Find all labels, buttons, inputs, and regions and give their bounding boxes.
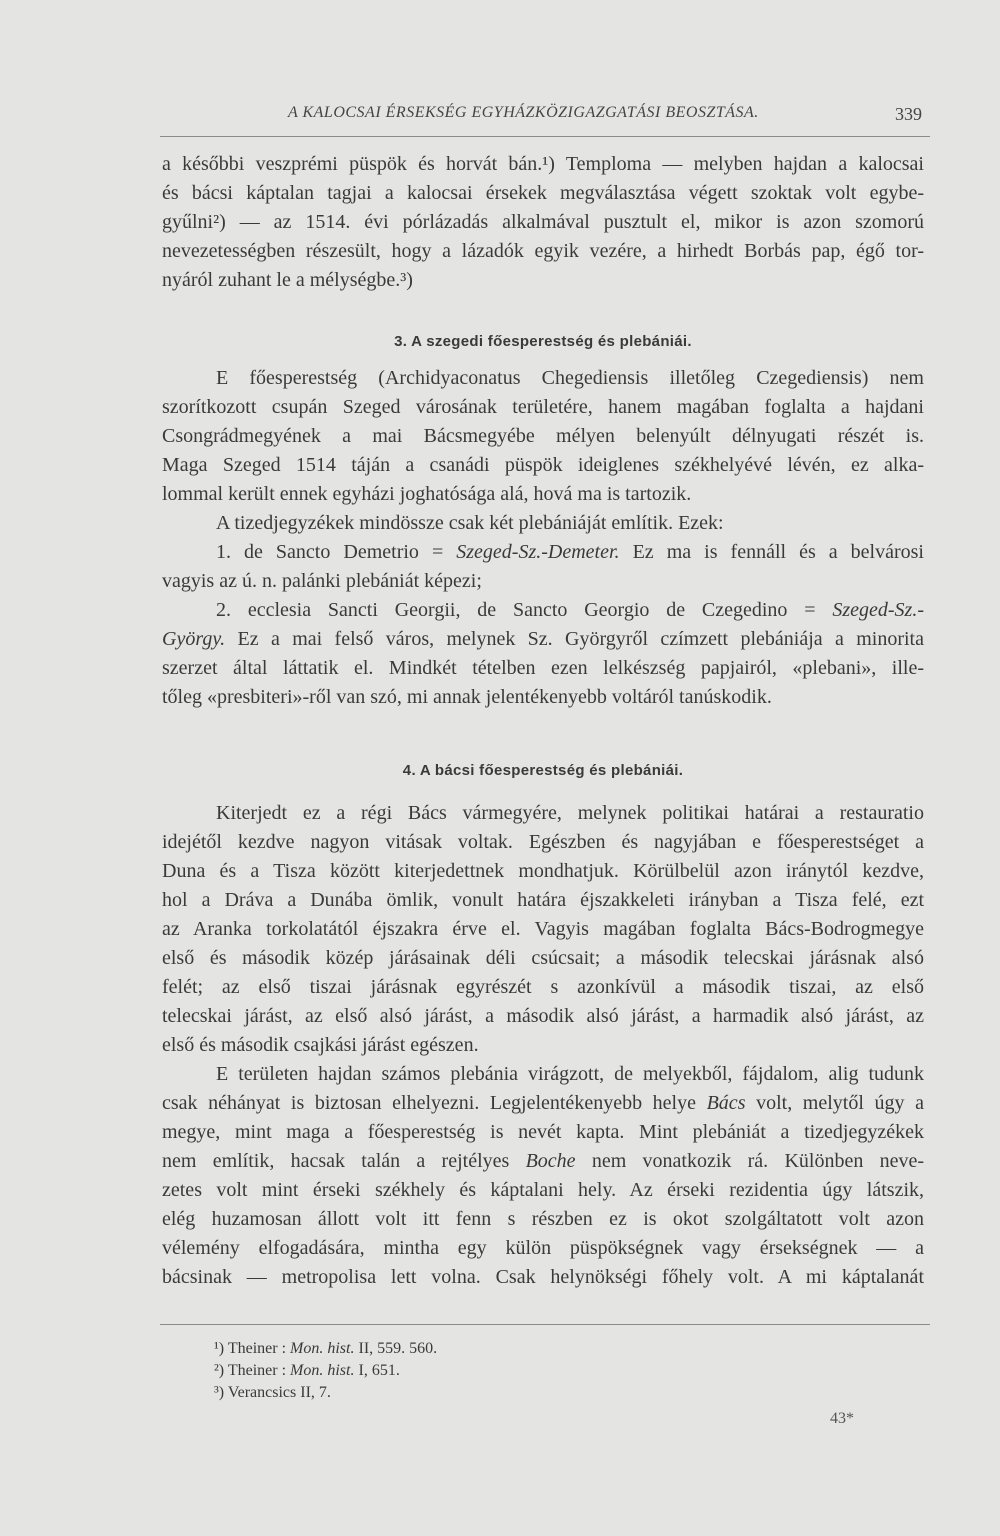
text-line: az Aranka torkolatától éjszakra érve el. Vagyis magában foglalta Bács-Bodrogmegye (162, 918, 924, 940)
text-line: első és második csajkási járást egészen. (162, 1034, 479, 1056)
text-line: hol a Dráva a Dunába ömlik, vonult határa éjszakkeleti irányban a Tisza felé, ezt (162, 889, 924, 911)
text-span: ²) Theiner : (214, 1362, 291, 1379)
footnotes (214, 1338, 437, 1404)
text-line: Maga Szeged 1514 táján a csanádi püspök ideiglenes székhelyévé lévén, ez alka- (162, 454, 924, 476)
text-line: idejétől kezdve nagyon vitásak voltak. Egészben és nagyjában e főesperestséget a (162, 831, 924, 853)
text-span: nem vonatkozik rá. Különben neve- (575, 1150, 924, 1172)
place-name: György. (162, 628, 226, 650)
citation-title: Mon. hist. (290, 1340, 355, 1357)
place-name: Bács (706, 1092, 746, 1114)
text-line: E területen hajdan számos plebánia virágzott, de melyekből, fájdalom, alig tudunk (216, 1063, 924, 1085)
footnote-1 (214, 1338, 437, 1360)
text-line: szorítkozott csupán Szeged városának területére, hanem magában foglalta a hajdani (162, 396, 924, 418)
text-line: Duna és a Tisza között kiterjedettnek mondhatjuk. Körülbelül azon iránytól kezdve, (162, 860, 924, 882)
text-line: megye, mint maga a főesperestség is nevét kapta. Mint plebániát a tizedjegyzékek (162, 1121, 924, 1143)
printer-signature: 43* (830, 1410, 854, 1427)
footnote-3: ³) Verancsics II, 7. (214, 1384, 331, 1401)
text-span: I, 651. (354, 1362, 400, 1379)
list-item-1 (162, 538, 924, 567)
main-text (162, 150, 924, 1292)
page-header (160, 100, 930, 137)
text-span: csak néhányat is biztosan elhelyezni. Legjelentékenyebb helye (162, 1092, 707, 1114)
text-line: lommal került ennek egyházi joghatósága alá, hová ma is tartozik. (162, 483, 692, 505)
text-line: nevezetességben részesült, hogy a lázadók egyik vezére, a hirhedt Borbás pap, égő tor- (162, 240, 924, 262)
text-span: Ez a mai felső város, melynek Sz. Györgyről czímzett plebániája a minorita (225, 628, 924, 650)
paragraph-1 (162, 150, 924, 295)
text-line (162, 1089, 924, 1118)
text-line: tőleg «presbiteri»-ről van szó, mi annak jelentékenyebb voltáról tanúskodik. (162, 686, 772, 708)
paragraph-7 (162, 1060, 924, 1292)
text-line: gyűlni²) — az 1514. évi pórlázadás alkalmával pusztult el, mikor is azon szomorú (162, 211, 924, 233)
text-line: zetes volt mint érseki székhely és káptalani hely. Az érseki rezidentia úgy látszik, (162, 1179, 924, 1201)
text-line: Csongrádmegyének a mai Bácsmegyébe mélyen belenyúlt délnyugati részét is. (162, 425, 924, 447)
text-span: 1. de Sancto Demetrio = (216, 541, 457, 563)
text-line: és bácsi káptalan tagjai a kalocsai érsekek megválasztása végett szoktak volt egybe- (162, 182, 924, 204)
text-line: felét; az első tiszai járásnak egyrészét s azonkívül a második tiszai, az első (162, 976, 924, 998)
section-heading-4: 4. A bácsi főesperestség és plebániái. (402, 762, 684, 779)
footnote-divider (160, 1324, 930, 1325)
text-line: vagyis az ú. n. palánki plebániát képezi; (162, 570, 482, 592)
list-item-2 (162, 596, 924, 625)
text-line (162, 1147, 924, 1176)
text-line: telecskai járást, az első alsó járást, a második alsó járást, a harmadik alsó járást, az (162, 1005, 924, 1027)
text-span: II, 559. 560. (354, 1340, 438, 1357)
text-line: a későbbi veszprémi püspök és horvát bán.¹) Temploma — melyben hajdan a kalocsai (162, 153, 924, 175)
text-line: nyáról zuhant le a mélységbe.³) (162, 269, 413, 291)
text-line: bácsinak — metropolisa lett volna. Csak helynökségi főhely volt. A mi káptalanát (162, 1266, 924, 1288)
text-line: E főesperestség (Archidyaconatus Chegediensis illetőleg Czegediensis) nem (216, 367, 924, 389)
page-number: 339 (895, 104, 922, 124)
text-span: Ez ma is fennáll és a belvárosi (619, 541, 924, 563)
text-line: A tizedjegyzékek mindössze csak két plebániáját említik. Ezek: (216, 512, 724, 534)
paragraph-6 (162, 799, 924, 1060)
text-span: ¹) Theiner : (214, 1340, 291, 1357)
text-line: első és második közép járásainak déli csúcsait; a második telecskai járásnak alsó (162, 947, 924, 969)
text-line: Kiterjedt ez a régi Bács vármegyére, melynek politikai határai a restauratio (216, 802, 924, 824)
paragraph-2 (162, 364, 924, 509)
text-line: vélemény elfogadására, mintha egy külön püspökségnek vagy érsekségnek — a (162, 1237, 924, 1259)
citation-title: Mon. hist. (290, 1362, 355, 1379)
text-span: nem említik, hacsak talán a rejtélyes (162, 1150, 526, 1172)
place-name: Boche (525, 1150, 576, 1172)
place-name: Szeged-Sz.- (832, 599, 924, 621)
footnote-2 (214, 1360, 437, 1382)
text-line: szerzet által láttatik el. Mindkét tételben ezen lelkészség papjairól, «plebani», ille- (162, 657, 924, 679)
place-name: Szeged-Sz.-Demeter. (456, 541, 620, 563)
text-line: elég huzamosan állott volt itt fenn s részben ez is okot szolgáltatott volt azon (162, 1208, 924, 1230)
running-title: A KALOCSAI ÉRSEKSÉG EGYHÁZKÖZIGAZGATÁSI BEOSZTÁSA. (288, 104, 759, 121)
text-span: volt, melytől úgy a (745, 1092, 924, 1114)
section-heading-3: 3. A szegedi főesperestség és plebániái. (394, 333, 692, 350)
text-line (162, 625, 924, 654)
text-span: 2. ecclesia Sancti Georgii, de Sancto Georgio de Czegedino = (216, 599, 833, 621)
